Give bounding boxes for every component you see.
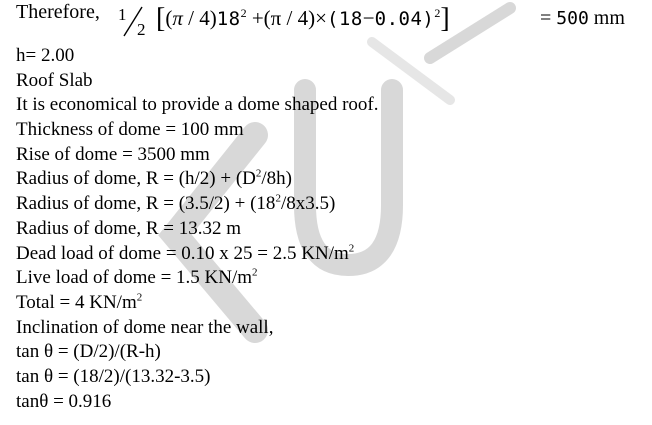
minus-sign: − [362, 6, 375, 30]
equation-result [540, 6, 625, 31]
result-value: 500 [556, 8, 589, 29]
equation-lead: Therefore, [16, 1, 100, 23]
radius-sub-text-a: Radius of dome, R = (3.5/2) + (18 [16, 193, 276, 215]
open-bracket: [ [156, 3, 166, 34]
close-bracket: ] [440, 3, 450, 34]
live-load-exponent: 2 [252, 266, 258, 279]
term1-exponent: 2 [240, 6, 247, 20]
dead-load-exponent: 2 [348, 242, 355, 255]
term1-value: 18 [216, 8, 241, 30]
economical-line: It is economical to provide a dome shaped roof. [16, 94, 379, 116]
rise-line: Rise of dome = 3500 mm [16, 143, 210, 165]
thickness-line: Thickness of dome = 100 mm [16, 119, 244, 141]
radius-sub-text-b: /8x3.5) [280, 193, 336, 215]
section-heading-roof-slab: Roof Slab [16, 69, 93, 91]
fraction-numerator: 1 [118, 5, 127, 24]
radius-formula-text-a: Radius of dome, R = (h/2) + (D [16, 168, 256, 190]
term3-open: (18 [326, 8, 363, 30]
equation-line [16, 0, 652, 40]
total-load-line [16, 291, 378, 316]
term2: (π / 4)× [263, 6, 327, 30]
radius-substitution-line [16, 192, 378, 217]
total-load-text: Total = 4 KN/m [16, 291, 137, 313]
dead-load-text: Dead load of dome = 0.10 x 25 = 2.5 KN/m [16, 242, 349, 264]
equals-sign: = [540, 7, 552, 29]
plus-sign: + [246, 6, 264, 30]
live-load-line [16, 266, 378, 291]
equation-expression [156, 4, 450, 32]
total-load-exponent: 2 [136, 291, 143, 304]
result-unit: mm [593, 7, 625, 29]
document-body [16, 44, 378, 414]
height-line: h= 2.00 [16, 45, 75, 66]
radius-formula-text-b: /8h) [261, 168, 293, 190]
dead-load-line [16, 242, 378, 267]
term3-exponent: 2 [434, 6, 441, 20]
fraction-denominator: 2 [137, 20, 146, 39]
radius-result-line: Radius of dome, R = 13.32 m [16, 217, 241, 239]
pi-symbol: π [172, 6, 183, 30]
inclination-line: Inclination of dome near the wall, [16, 316, 274, 338]
half-fraction [116, 4, 158, 38]
radius-formula-exponent: 2 [255, 168, 262, 181]
tan-substitution-line: tan θ = (18/2)/(13.32-3.5) [16, 365, 211, 387]
tan-result-line: tanθ = 0.916 [16, 390, 112, 412]
radius-formula-line [16, 167, 378, 192]
live-load-text: Live load of dome = 1.5 KN/m [16, 267, 253, 289]
term3-close: 0.04) [374, 8, 435, 30]
radius-sub-exponent: 2 [275, 192, 281, 205]
tan-formula-line: tan θ = (D/2)/(R-h) [16, 341, 161, 363]
term1-open: ( [165, 6, 173, 30]
term1-div: / 4) [182, 6, 217, 30]
